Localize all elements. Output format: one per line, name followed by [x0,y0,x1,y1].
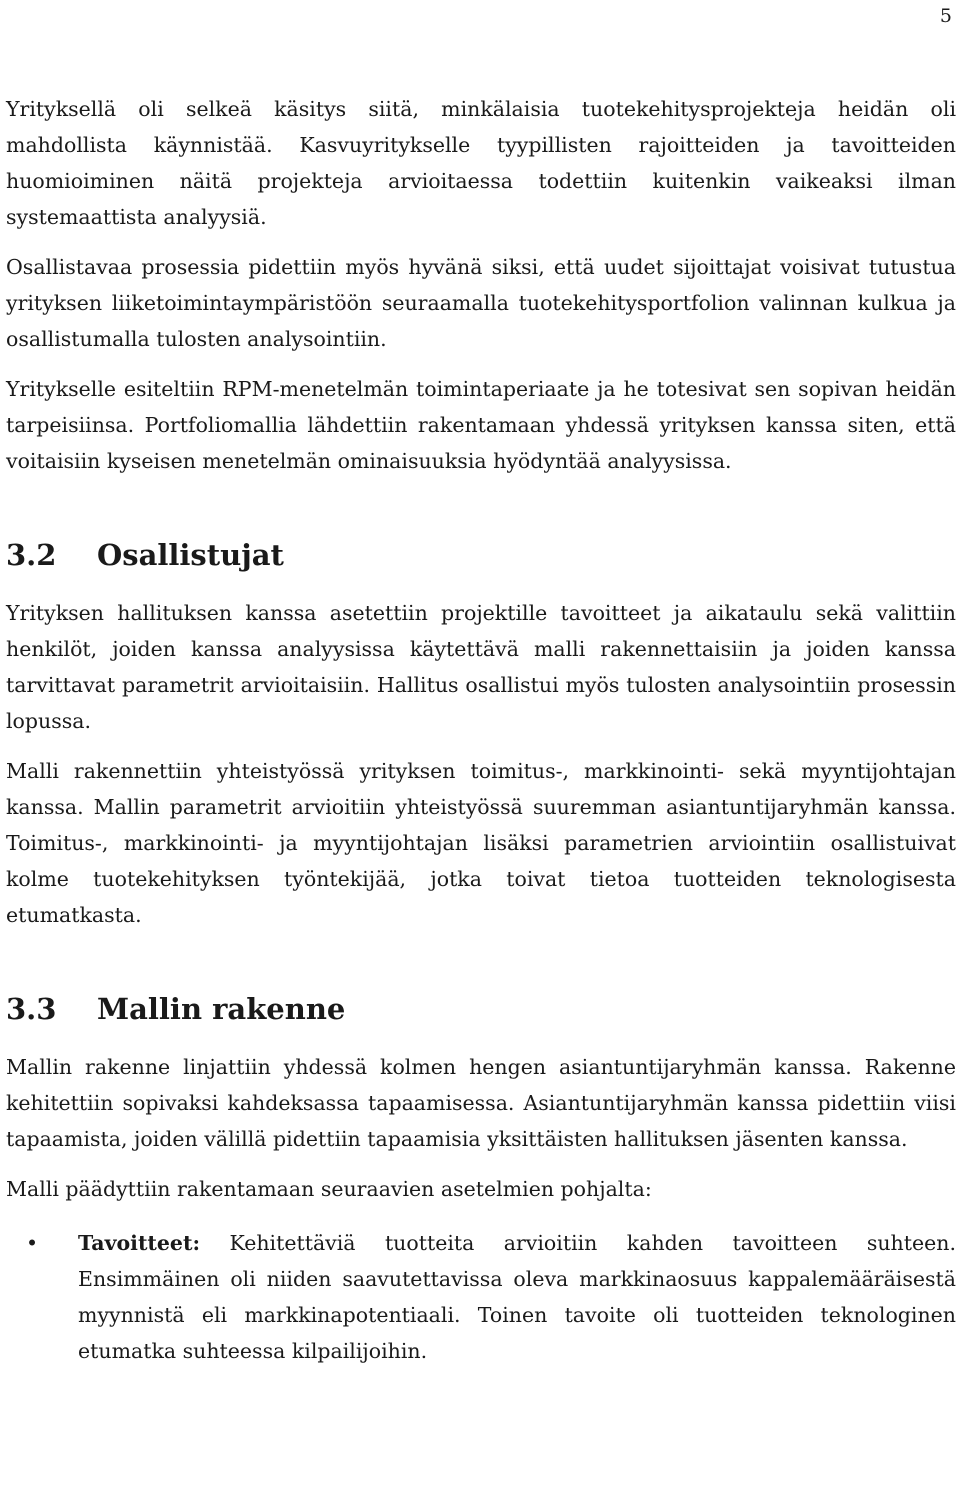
section-title: Mallin rakenne [97,992,346,1026]
bullet-icon: • [26,1231,39,1255]
paragraph: Malli päädyttiin rakentamaan seuraavien asetelmien pohjalta: [6,1177,652,1201]
paragraph: Malli rakennettiin yhteistyössä yrityksen toimitus-, markkinointi- sekä myyntijohtajan kanssa. Mallin parametrit arvioitiin yhteistyössä suuremman asiantuntijaryhmän kanssa. Toimitus-, markkinointi- ja myyntijohtajan lisäksi parametrien arviointiin osallistuivat kolme tuotekehityksen työntekijää, jotka toivat tietoa tuotteiden teknologisesta etumatkasta. [6,759,956,927]
section-title: Osallistujat [97,538,284,572]
list-item-term: Tavoitteet: [78,1231,201,1255]
section-number: 3.2 [6,538,57,572]
section-number: 3.3 [6,992,57,1026]
paragraph: Osallistavaa prosessia pidettiin myös hyvänä siksi, että uudet sijoittajat voisivat tutustua yrityksen liiketoimintaympäristöön seuraamalla tuotekehitysportfolion valinnan kulkua ja osallistumalla tulosten analysointiin. [6,255,956,351]
list-item [6,1225,956,1369]
paragraph: Mallin rakenne linjattiin yhdessä kolmen hengen asiantuntijaryhmän kanssa. Rakenne kehitettiin sopivaksi kahdeksassa tapaamisessa. Asiantuntijaryhmän kanssa pidettiin viisi tapaamista, joiden välillä pidettiin tapaamisia yksittäisten hallituksen jäsenten kanssa. [6,1055,956,1151]
paragraph: Yrityksen hallituksen kanssa asetettiin projektille tavoitteet ja aikataulu sekä valittiin henkilöt, joiden kanssa analyysissa käytettävä malli rakennettaisiin ja joiden kanssa tarvittavat parametrit arvioitaisiin. Hallitus osallistui myös tulosten analysointiin prosessin lopussa. [6,601,956,733]
section-heading-3-3 [6,989,956,1029]
section-heading-3-2 [6,535,956,575]
paragraph: Yritykselle esiteltiin RPM-menetelmän toimintaperiaate ja he totesivat sen sopivan heidän tarpeisiinsa. Portfoliomallia lähdettiin rakentamaan yhdessä yrityksen kanssa siten, että voitaisiin kyseisen menetelmän ominaisuuksia hyödyntää analyysissa. [6,377,956,473]
paragraph: Yrityksellä oli selkeä käsitys siitä, minkälaisia tuotekehitysprojekteja heidän oli mahdollista käynnistää. Kasvuyritykselle tyypillisten rajoitteiden ja tavoitteiden huomioiminen näitä projekteja arvioitaessa todettiin kuitenkin vaikeaksi ilman systemaattista analyysiä. [6,97,956,229]
bullet-list [6,1225,956,1369]
page-number: 5 [939,5,952,27]
list-item-text: Kehitettäviä tuotteita arvioitiin kahden tavoitteen suhteen. Ensimmäinen oli niiden saavutettavissa oleva markkinaosuus kappalemääräisestä myynnistä eli markkinapotentiaali. Toinen tavoite oli tuotteiden teknologinen etumatka suhteessa kilpailijoihin. [78,1231,956,1363]
document-body [6,91,956,1369]
